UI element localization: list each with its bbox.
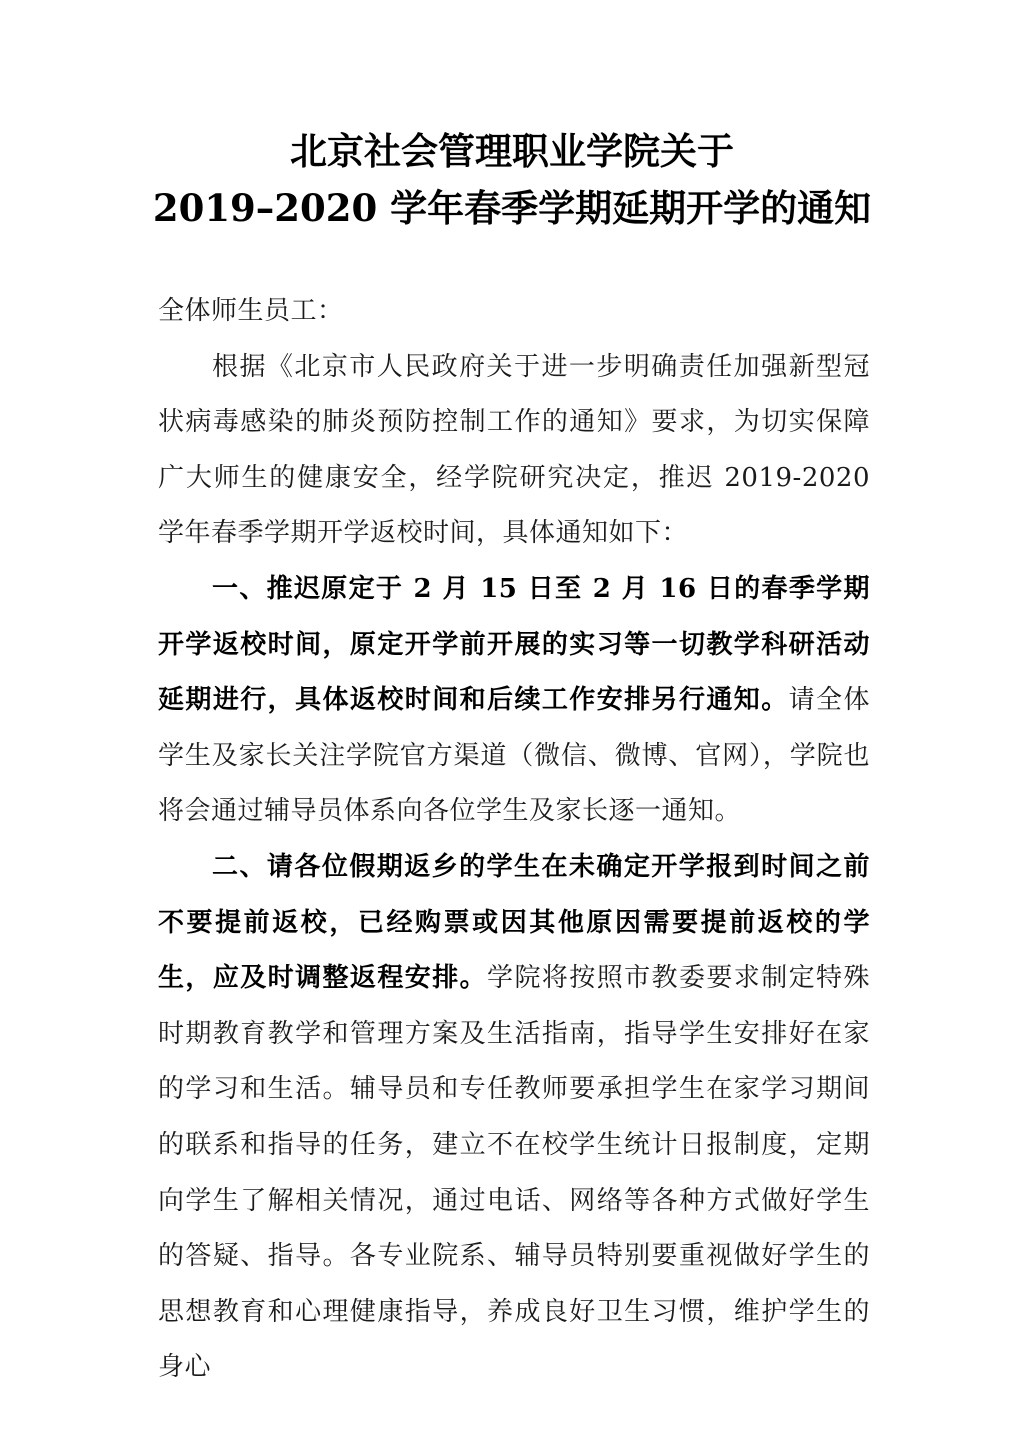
document-title-line-1: 北京社会管理职业学院关于 (290, 129, 734, 173)
document-title-line-2: 2019–2020 学年春季学期延期开学的通知 (152, 186, 872, 230)
salutation: 全体师生员工： (158, 296, 344, 326)
item-2-paragraph (158, 840, 870, 1396)
intro-paragraph: 根据《北京市人民政府关于进一步明确责任加强新型冠状病毒感染的肺炎预防控制工作的通知》要求，为切实保障广大师生的健康安全，经学院研究决定，推迟 2019-2020 学年春季学期开学返校时间，具体通知如下： (158, 351, 870, 549)
item-1-text: 请全体学生及家长关注学院官方渠道（微信、微博、官网），学院也将会通过辅导员体系向各位学生及家长逐一通知。 (158, 685, 870, 827)
item-2-text: 学院将按照市教委要求制定特殊时期教育教学和管理方案及生活指南，指导学生安排好在家的学习和生活。辅导员和专任教师要承担学生在家学习期间的联系和指导的任务，建立不在校学生统计日报制度，定期向学生了解相关情况，通过电话、网络等各种方式做好学生的答疑、指导。各专业院系、辅导员特别要重视做好学生的思想教育和心理健康指导，养成良好卫生习惯，维护学生的身心 (158, 963, 870, 1383)
item-1-paragraph (158, 562, 870, 840)
item-1-bold-text: 一、推迟原定于 2 月 15 日至 2 月 16 日的春季学期开学返校时间，原定开学前开展的实习等一切教学科研活动延期进行，具体返校时间和后续工作安排另行通知。 (158, 573, 870, 716)
item-2-bold-text: 二、请各位假期返乡的学生在未确定开学报到时间之前不要提前返校，已经购票或因其他原因需要提前返校的学生，应及时调整返程安排。 (158, 851, 870, 994)
document-body (158, 284, 870, 1396)
